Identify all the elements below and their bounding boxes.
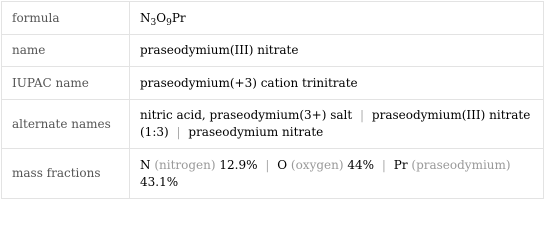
mass-element-name: (praseodymium) bbox=[411, 157, 511, 172]
mass-fractions-row bbox=[2, 149, 544, 199]
separator: | bbox=[176, 125, 181, 139]
separator: | bbox=[265, 157, 270, 172]
alternate-names-label: alternate names bbox=[2, 100, 130, 149]
formula-element-o: O bbox=[156, 10, 167, 25]
iupac-label: IUPAC name bbox=[2, 67, 130, 100]
mass-element-name: (oxygen) bbox=[290, 157, 344, 172]
alternate-name: nitric acid, praseodymium(3+) salt bbox=[140, 108, 353, 122]
formula-value bbox=[130, 2, 544, 35]
name-label: name bbox=[2, 35, 130, 67]
iupac-value: praseodymium(+3) cation trinitrate bbox=[130, 67, 544, 100]
name-value: praseodymium(III) nitrate bbox=[130, 35, 544, 67]
alternate-name: praseodymium(III) nitrate (1:3) bbox=[140, 108, 531, 139]
formula-row bbox=[2, 2, 544, 35]
mass-symbol: N bbox=[140, 157, 151, 172]
mass-symbol: Pr bbox=[393, 157, 408, 172]
mass-fractions-value bbox=[130, 149, 544, 199]
formula-count-o: 9 bbox=[166, 17, 172, 28]
formula-count-n: 3 bbox=[150, 17, 157, 28]
mass-symbol: O bbox=[277, 157, 288, 172]
alternate-name: praseodymium nitrate bbox=[188, 125, 324, 139]
mass-percent: 12.9% bbox=[219, 157, 258, 172]
formula-element-pr: Pr bbox=[171, 10, 186, 25]
alternate-names-value bbox=[130, 100, 544, 149]
name-row bbox=[2, 35, 544, 67]
alternate-names-row bbox=[2, 100, 544, 149]
mass-element-name: (nitrogen) bbox=[154, 157, 216, 172]
mass-fractions-label: mass fractions bbox=[2, 149, 130, 199]
mass-percent: 43.1% bbox=[140, 174, 179, 189]
iupac-row bbox=[2, 67, 544, 100]
formula-label: formula bbox=[2, 2, 130, 35]
formula-element-n: N bbox=[140, 10, 151, 25]
separator: | bbox=[381, 157, 386, 172]
separator: | bbox=[360, 108, 365, 122]
properties-table bbox=[1, 1, 544, 199]
mass-percent: 44% bbox=[347, 157, 375, 172]
